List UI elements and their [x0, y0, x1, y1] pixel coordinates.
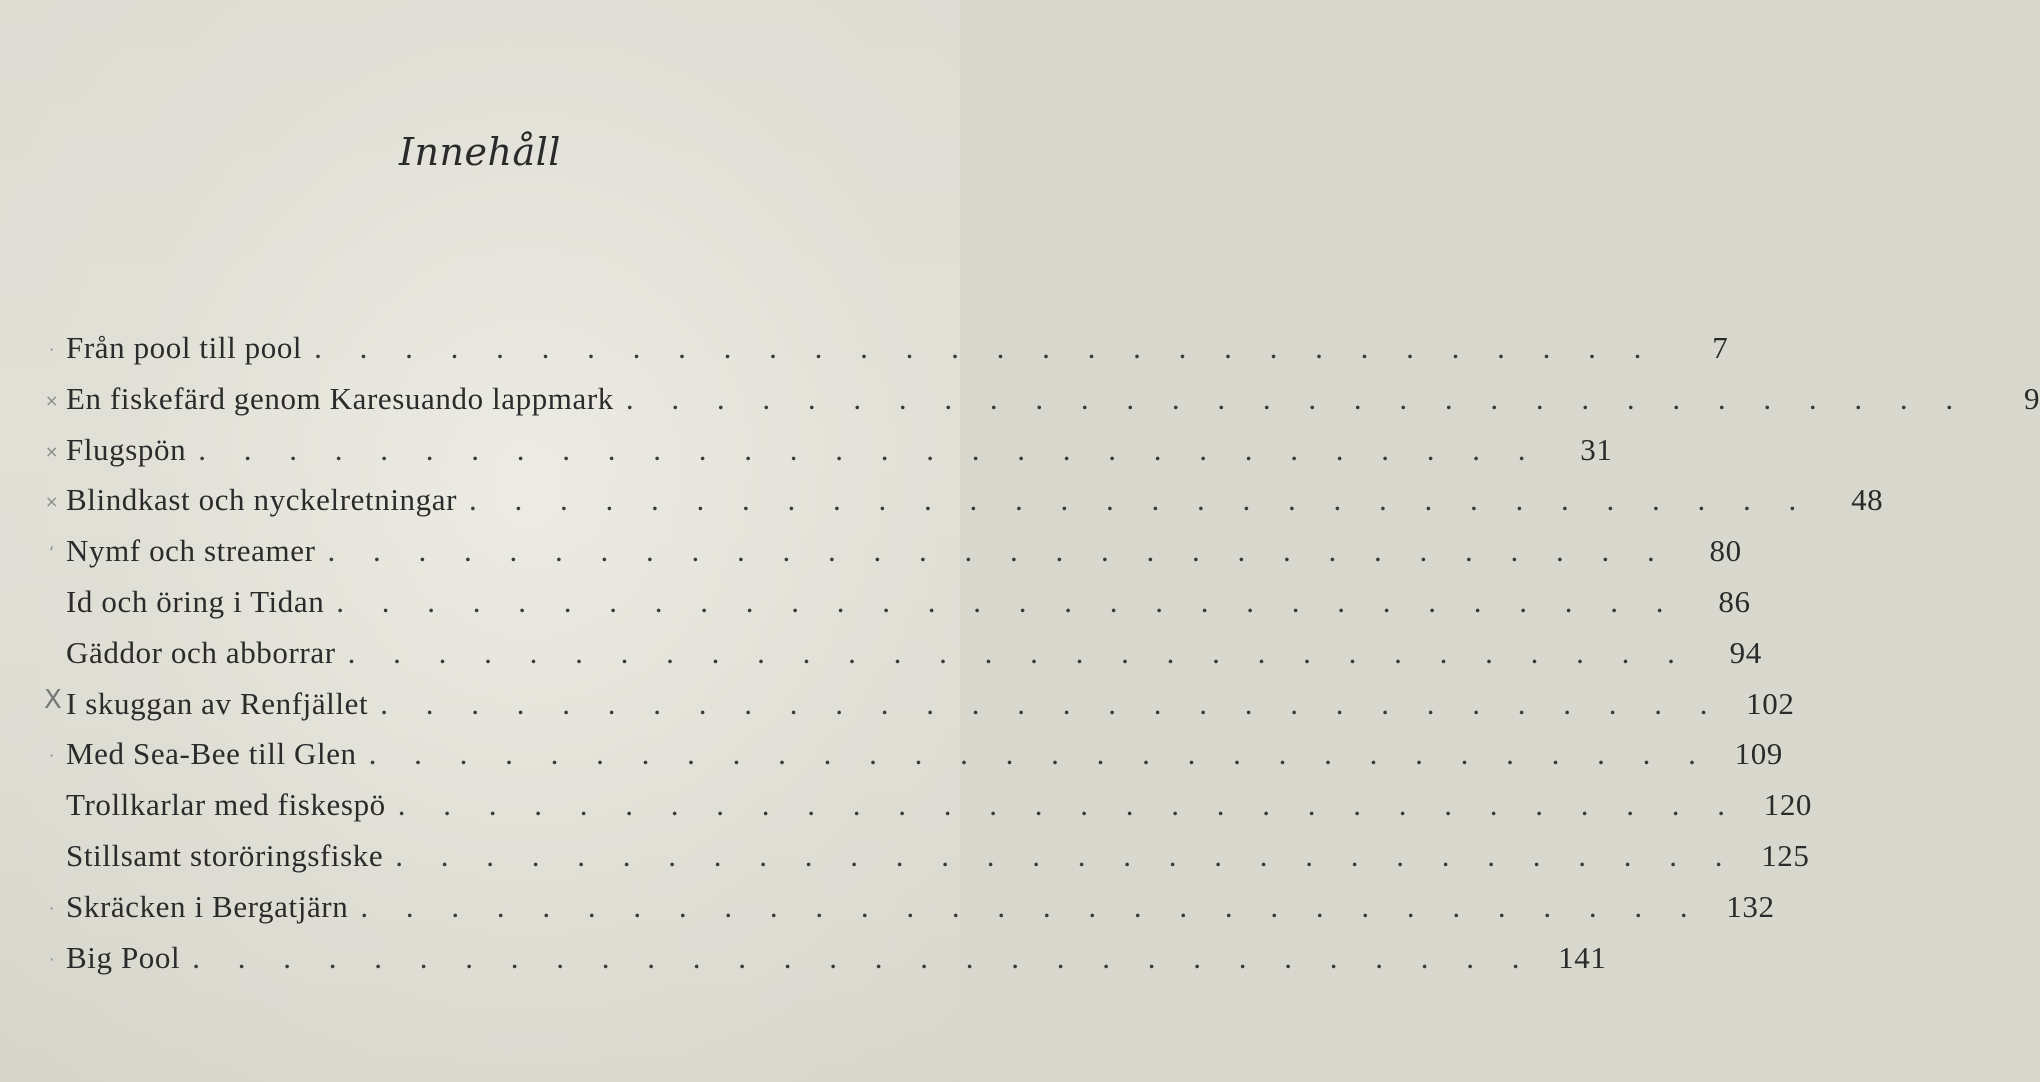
- toc-entry-page: 48: [1851, 482, 1884, 518]
- pencil-mark: ·: [49, 898, 55, 918]
- dot-leader: . . . . . . . . . . . . . . . . . . . . . . . . . . . . . .: [360, 888, 1703, 924]
- toc-entry-page: 7: [1712, 330, 1729, 365]
- toc-entry-page: 141: [1558, 939, 1607, 975]
- pencil-mark: ×: [44, 492, 59, 512]
- page-title: Innehåll: [399, 130, 561, 174]
- toc-entry-title: Flugspön: [66, 431, 187, 467]
- pencil-mark: [44, 846, 60, 870]
- dot-leader: . . . . . . . . . . . . . . . . . . . . . . . . . . . . . .: [397, 787, 1741, 823]
- toc-entry: [49, 888, 1775, 940]
- toc-entry: [44, 431, 1613, 483]
- toc-entry-page: 120: [1763, 787, 1813, 823]
- dot-leader: . . . . . . . . . . . . . . . . . . . . . . . . . . . . . .: [327, 533, 1670, 569]
- dot-leader: . . . . . . . . . . . . . . . . . . . . . . . . . . . . . .: [469, 482, 1812, 518]
- toc-entry: [49, 533, 1742, 584]
- toc-entry-page: 132: [1726, 888, 1775, 924]
- toc-entry: [66, 634, 1762, 686]
- toc-entry-title: Gäddor och abborrar: [66, 634, 336, 670]
- toc-entry-title: Skräcken i Bergatjärn: [66, 888, 349, 924]
- pencil-mark: ×: [44, 441, 59, 461]
- toc-entry: [49, 736, 1783, 787]
- toc-entry-title: Trollkarlar med fiskespö: [66, 787, 386, 823]
- pencil-mark: [44, 592, 60, 616]
- toc-entry-page: 86: [1718, 583, 1751, 619]
- toc-entry: [49, 939, 1607, 991]
- toc-entry: [66, 583, 1751, 635]
- toc-entry: [44, 380, 2040, 432]
- pencil-mark: [44, 643, 60, 667]
- toc-entry: [49, 330, 1729, 381]
- toc-entry-page: 31: [1580, 431, 1613, 467]
- dot-leader: . . . . . . . . . . . . . . . . . . . . . . . . . . . . . .: [336, 583, 1679, 619]
- toc-entry-page: 9: [2024, 380, 2040, 416]
- toc-entry-page: 109: [1734, 736, 1783, 772]
- dot-leader: . . . . . . . . . . . . . . . . . . . . . . . . . . . . . .: [198, 431, 1541, 467]
- toc-entry: [66, 787, 1813, 838]
- pencil-mark: [44, 795, 60, 819]
- toc-entry-title: Big Pool: [66, 939, 181, 975]
- dot-leader: . . . . . . . . . . . . . . . . . . . . . . . . . . . . . .: [380, 685, 1723, 721]
- table-of-contents: [44, 330, 2040, 990]
- toc-entry: [44, 482, 1884, 533]
- pencil-mark: ·: [49, 340, 55, 359]
- pencil-mark: ʻ: [49, 543, 55, 563]
- toc-entry-title: I skuggan av Renfjället: [66, 685, 369, 721]
- toc-entry-title: En fiskefärd genom Karesuando lappmark: [66, 380, 614, 416]
- toc-entry-title: Id och öring i Tidan: [66, 583, 325, 619]
- toc-entry-page: 125: [1761, 837, 1810, 873]
- dot-leader: . . . . . . . . . . . . . . . . . . . . . . . . . . . . . .: [395, 837, 1738, 873]
- pencil-mark: X: [44, 684, 63, 715]
- toc-entry-title: Blindkast och nyckelretningar: [66, 482, 458, 518]
- toc-entry-title: Stillsamt storöringsfiske: [66, 837, 384, 873]
- dot-leader: . . . . . . . . . . . . . . . . . . . . . . . . . . . . . .: [625, 380, 1969, 416]
- toc-entry-title: Från pool till pool: [66, 330, 303, 365]
- toc-entry-page: 94: [1729, 634, 1762, 670]
- toc-entry-page: 80: [1709, 533, 1742, 569]
- toc-entry: [66, 837, 1810, 889]
- dot-leader: . . . . . . . . . . . . . . . . . . . . . . . . . . . . . .: [368, 736, 1711, 772]
- dot-leader: . . . . . . . . . . . . . . . . . . . . . . . . . . . . . .: [314, 330, 1657, 365]
- toc-entry-title: Med Sea-Bee till Glen: [66, 736, 357, 772]
- toc-entry-title: Nymf och streamer: [66, 533, 316, 569]
- dot-leader: . . . . . . . . . . . . . . . . . . . . . . . . . . . . . .: [192, 939, 1535, 975]
- toc-entry-page: 102: [1746, 685, 1795, 721]
- pencil-mark: ×: [44, 390, 59, 410]
- dot-leader: . . . . . . . . . . . . . . . . . . . . . . . . . . . . . .: [347, 634, 1690, 670]
- toc-entry: [44, 684, 1795, 737]
- pencil-mark: ·: [49, 746, 55, 766]
- pencil-mark: ·: [49, 949, 55, 969]
